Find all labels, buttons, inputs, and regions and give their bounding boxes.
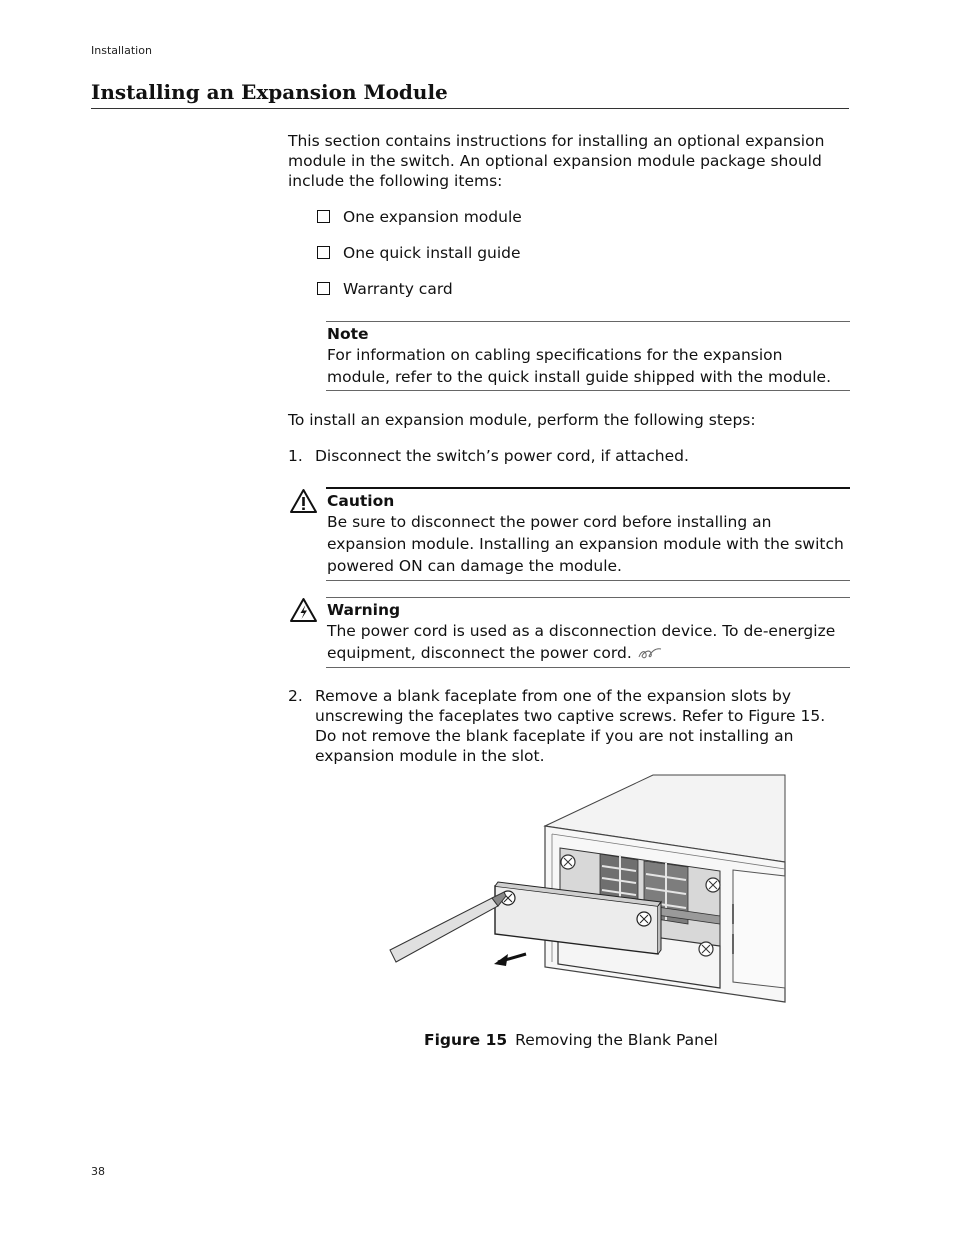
warning-text xyxy=(327,620,850,664)
caution-title: Caution xyxy=(327,492,395,510)
list-item xyxy=(317,199,522,235)
step-text: Disconnect the switch’s power cord, if attached. xyxy=(315,447,689,465)
list-item-label: One quick install guide xyxy=(343,244,521,262)
figure-caption xyxy=(424,1029,718,1051)
intro-paragraph: This section contains instructions for installing an optional expansion module in the switch. An optional expansion module package should include the following items: xyxy=(288,132,825,190)
note-text: For information on cabling specifications for the expansion module, refer to the quick install guide shipped with the module. xyxy=(327,346,832,386)
step-number: 2. xyxy=(288,687,303,705)
figure-number: Figure 15 xyxy=(424,1031,508,1049)
step-number: 1. xyxy=(288,447,303,465)
list-item xyxy=(317,271,522,307)
page-number: 38 xyxy=(91,1165,105,1178)
step-2 xyxy=(288,686,850,766)
figure-caption-text: Removing the Blank Panel xyxy=(515,1031,718,1049)
blank-panel-removal-figure xyxy=(388,774,788,1004)
steps-intro: To install an expansion module, perform the following steps: xyxy=(288,411,756,429)
step-text: Remove a blank faceplate from one of the expansion slots by unscrewing the faceplates two captive screws. Refer to Figure 15. Do not remove the blank faceplate if you are not installing an expansion module in the slot. xyxy=(315,687,826,765)
warning-text-content: The power cord is used as a disconnection device. To de-energize equipment, disconnect the power cord. xyxy=(327,622,836,662)
intro-section xyxy=(288,131,850,191)
step-1 xyxy=(288,446,850,466)
checkbox-icon xyxy=(317,210,330,223)
steps-intro-section xyxy=(288,410,850,430)
list-item-label: One expansion module xyxy=(343,208,522,226)
checkbox-icon xyxy=(317,282,330,295)
caution-icon xyxy=(289,488,318,514)
signature-mark-icon xyxy=(637,646,663,660)
note-title: Note xyxy=(327,325,369,343)
checkbox-icon xyxy=(317,246,330,259)
list-item-label: Warranty card xyxy=(343,280,453,298)
warning-title: Warning xyxy=(327,601,401,619)
list-item xyxy=(317,235,522,271)
note-box xyxy=(326,321,850,391)
page-title: Installing an Expansion Module xyxy=(91,78,849,109)
caution-text: Be sure to disconnect the power cord before installing an expansion module. Installing an expansion module with the switch powered ON can damage the module. xyxy=(327,513,844,575)
warning-box xyxy=(326,597,850,668)
running-head: Installation xyxy=(91,44,152,57)
package-checklist xyxy=(317,199,522,307)
caution-box xyxy=(326,487,850,581)
electrical-warning-icon xyxy=(289,597,318,623)
